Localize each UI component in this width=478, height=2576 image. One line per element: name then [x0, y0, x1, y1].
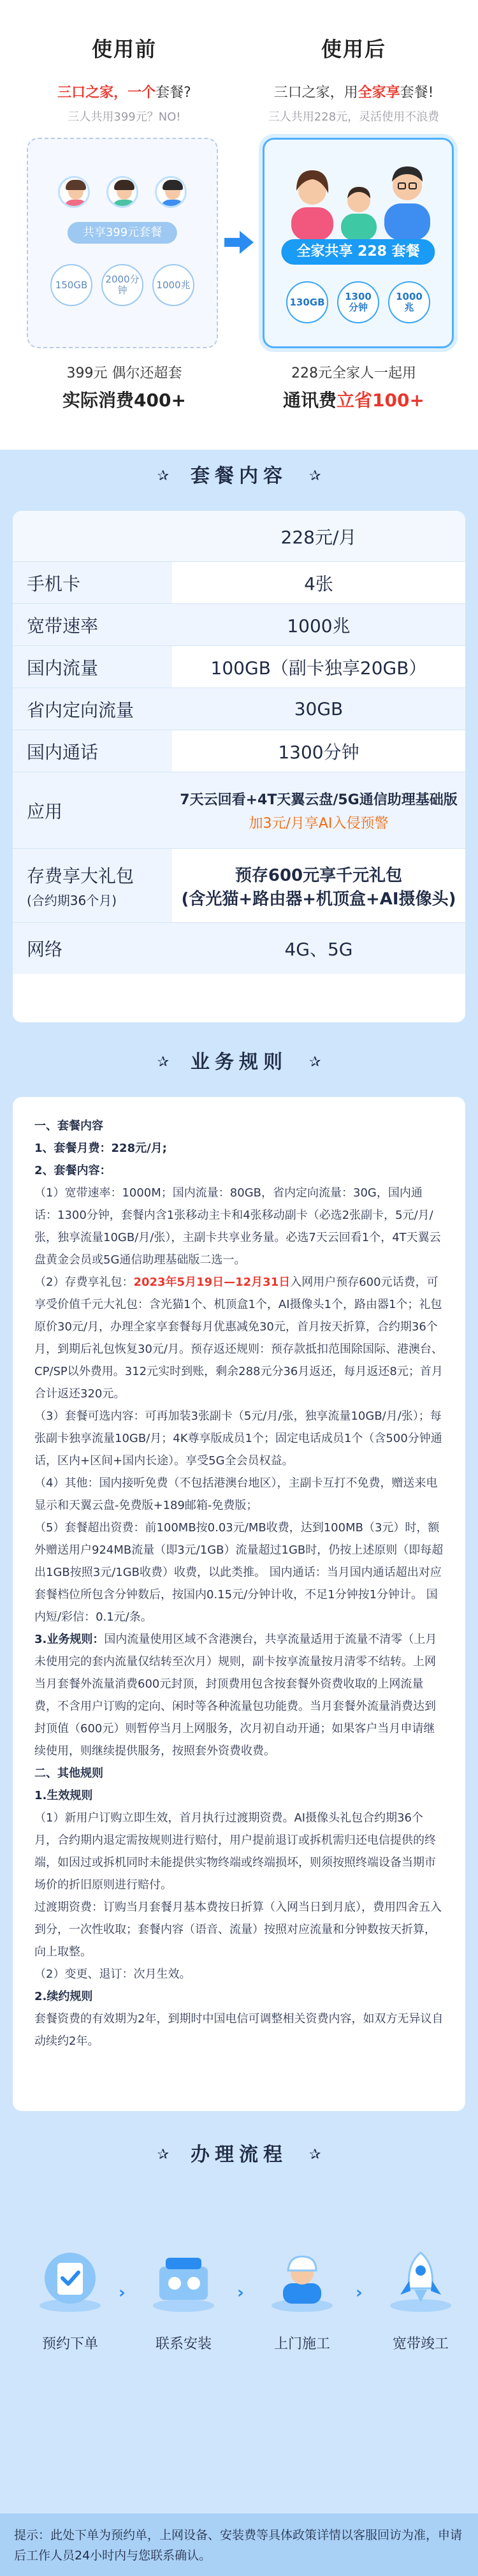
compare-section [0, 0, 478, 450]
rules-item-8: 过渡期资费：订购当月套餐月基本费按日折算（入网当日到月底），费用四舍五入到分，一次性收取；套餐内容（语音、流量）按照对应流量和分钟数按天折算，向上取整。 [34, 1901, 442, 1959]
before-title: 使用前 [91, 37, 157, 61]
plan-table [13, 511, 465, 1022]
rules-item-6a: 3.业务规则： [34, 1633, 105, 1646]
step-complete [376, 2245, 465, 2353]
step-onsite [257, 2245, 347, 2353]
rules-renew-heading: 2.续约规则 [34, 1990, 93, 2003]
avatar-man [155, 176, 187, 208]
rules-item-2b: 入网用户预存600元话费，可享受价值千元大礼包：含光猫1个、机顶盒1个，AI摄像头1个，路由器1个；礼包原价30元/月，办理全家享套餐每月优惠减免30元，首月按天折算，合约期36个月，到期后礼包恢复30元/月。预存返还规则：预存款抵扣范围除国际、港澳台、CP/SP以外费用。312元实时到账，剩余288元分36月返还，每月返还8元；首月合计返还320元。 [34, 1276, 443, 1401]
star-icon: ✰ [309, 468, 321, 484]
row-label: 省内定向流量 [13, 688, 172, 730]
before-sub-red-1: 三口之家， [57, 85, 128, 101]
row-value [172, 772, 465, 848]
after-sub-1: 三口之家，用 [273, 85, 358, 101]
table-row [13, 923, 465, 974]
after-box [263, 138, 454, 348]
chevron-right-icon: › [119, 2283, 126, 2302]
rules-item-3: （3）套餐可选内容：可再加装3张副卡（5元/月/张，独享流量10GB/月/张）；每张副卡独享流量10GB/月；4K尊享版成员1个；固定电话成员1个（含500分钟通话，区内+区间+国内长途）。享受5G全会员权益。 [34, 1409, 442, 1468]
before-avatars [28, 176, 217, 208]
app-extra: 加3元/月享AI入侵预警 [249, 815, 389, 832]
gift-label-sub: (合约期36个月) [27, 893, 117, 908]
after-circle-broadband: 1000兆 [388, 281, 430, 323]
row-value: 100GB（副卡独享20GB） [210, 657, 427, 679]
table-row [13, 688, 465, 730]
rules-fee: 1、套餐月费：228元/月; [34, 1142, 167, 1155]
before-circle-data: 150GB [50, 264, 92, 306]
after-circle-data: 130GB [286, 281, 328, 323]
chevron-right-icon: › [237, 2283, 244, 2302]
star-icon: ✰ [309, 2147, 321, 2163]
rules-item-6b: 国内流量使用区域不含港澳台，共享流量适用于流量不清零（上月未使用完的套内流量仅结转至次月）规则，副卡按享流量按月清零不结转。上网当月套餐外流量消费600元封顶，封顶费用包含按套餐外资费收取的上网流量费，不含用户订购的定向、闲时等各种流量包功能费。当月套餐外流量消费达到封顶值（600元）则暂停当月上网服务，次月初自动开通；如果客户当月申请继续使用，则继续提供服务，按照套外资费收费。 [34, 1633, 437, 1758]
rules-item-1: （1）宽带速率：1000M；国内流量：80GB，省内定向流量：30G，国内通话：1300分钟，套餐内含1张移动主卡和4张移动副卡（必选2张副卡，5元/月/张，独享流量10GB/月/张），主副卡共享业务量。必选7天云回看1个，4T天翼云盘黄金会员或5G通信助理基础版二选一。 [34, 1186, 441, 1267]
table-row [13, 730, 465, 772]
avatar-woman [58, 176, 90, 208]
row-value: 4G、5G [284, 939, 353, 960]
row-label: 国内通话 [13, 730, 172, 772]
before-sub-red-2: 一个 [127, 85, 156, 101]
rules-item-4: （4）其他：国内接听免费（不包括港澳台地区），主副卡互打不免费，赠送来电显示和天翼云盘-免费版+189邮箱-免费版； [34, 1476, 438, 1512]
rules-heading-2: 二、其他规则 [34, 1767, 103, 1780]
after-circles [264, 281, 452, 323]
tip-notice: 提示：此处下单为预约单，上网设备、安装费等具体政策详情以客服回访为准，申请后工作人员24小时内与您联系确认。 [0, 2513, 478, 2576]
row-label: 国内流量 [13, 646, 172, 688]
table-row [13, 604, 465, 646]
plan-price-row [13, 511, 465, 562]
after-price: 228元全家人一起用 [291, 365, 416, 381]
before-circle-minutes: 2000分钟 [101, 264, 143, 306]
rules-item-2 [34, 1271, 444, 1405]
rules-item-9: （2）变更、退订：次月生效。 [34, 1968, 191, 1981]
before-box [27, 138, 218, 348]
process-title-text: 办理流程 [191, 2144, 287, 2166]
gift-value-1: 预存600元享千元礼包 [235, 865, 403, 885]
rules-item-2a: （2）存费享礼包： [34, 1276, 134, 1289]
rules-item-5: （5）套餐超出资费：前100MB按0.03元/MB收费，达到100MB（3元）时，额外赠送用户924MB流量（即3元/1GB）流量超过1GB时，仍按上述原则（即每超出1GB按照3元/1GB收费）收费，以此类推。 国内通话：当月国内通话超出对应套餐档位所包含分钟数后，按国内0.15元/分钟计收，不足1分钟按1分钟计。 国内短/彩信：0.1元/条。 [34, 1521, 444, 1624]
chevron-right-icon: › [356, 2283, 363, 2302]
rules-section-title [0, 1046, 478, 1074]
before-plan-pill: 共享399元套餐 [68, 222, 177, 244]
before-sub-3: 套餐? [156, 85, 191, 101]
before-actual-cost: 实际消费400+ [62, 390, 186, 411]
table-row [13, 562, 465, 604]
after-note: 三人共用228元，灵活使用不浪费 [268, 110, 440, 124]
step-contact [139, 2245, 228, 2353]
row-label: 网络 [13, 923, 172, 974]
table-row [13, 646, 465, 688]
plan-section-title [0, 460, 478, 488]
contact-install-icon [145, 2245, 222, 2315]
after-saving-amount: 立省100+ [337, 390, 424, 411]
plan-title-text: 套餐内容 [191, 465, 287, 487]
rules-content: 2、套餐内容： [34, 1164, 112, 1177]
before-subtitle [10, 82, 239, 101]
after-saving-label: 通讯费 [283, 390, 337, 411]
after-plan-pill: 全家共享 228 套餐 [281, 239, 435, 265]
before-note: 三人共用399元？NO! [68, 110, 181, 124]
process-section-title [0, 2138, 478, 2167]
after-title: 使用后 [321, 37, 386, 61]
step-label: 联系安装 [155, 2336, 212, 2352]
rules-heading-1: 一、套餐内容 [34, 1119, 103, 1133]
gift-value-2: (含光猫+路由器+机顶盒+AI摄像头) [181, 889, 456, 909]
step-label: 上门施工 [273, 2336, 330, 2352]
after-subtitle [239, 82, 468, 101]
order-icon [32, 2245, 108, 2315]
row-label [13, 849, 172, 922]
step-label: 预约下单 [41, 2336, 98, 2352]
row-label: 手机卡 [13, 562, 172, 603]
onsite-worker-icon [264, 2245, 340, 2315]
row-value: 30GB [294, 698, 344, 719]
table-row [13, 849, 465, 923]
rules-item-6 [34, 1628, 444, 1762]
row-value [172, 849, 465, 922]
star-icon: ✰ [309, 1054, 321, 1070]
rocket-icon [382, 2245, 459, 2315]
arrow-right-icon [224, 230, 255, 255]
row-label: 宽带速率 [13, 604, 172, 645]
family-illustration-icon [284, 151, 437, 240]
plan-price-label [13, 511, 172, 561]
step-label: 宽带竣工 [392, 2336, 449, 2352]
star-icon: ✰ [157, 1054, 169, 1070]
after-sub-red: 全家享 [358, 85, 400, 101]
after-saving [239, 386, 468, 412]
rules-item-10: 套餐资费的有效期为2年，到期时中国电信可调整相关资费内容，如双方无异议自动续约2年。 [34, 2012, 444, 2048]
table-row [13, 772, 465, 849]
after-circle-minutes: 1300分钟 [337, 281, 379, 323]
rules-title-text: 业务规则 [191, 1051, 287, 1073]
step-order [25, 2245, 115, 2353]
before-circle-broadband: 1000兆 [152, 264, 194, 306]
row-value: 4张 [304, 573, 333, 594]
row-value: 1300分钟 [278, 741, 359, 763]
before-column [10, 0, 239, 124]
row-value: 1000兆 [287, 615, 351, 637]
after-column [239, 0, 468, 124]
star-icon: ✰ [157, 2147, 169, 2163]
rules-text [13, 1097, 465, 2072]
before-price: 399元 偶尔还超套 [66, 365, 182, 381]
gift-label: 存费享大礼包 [27, 865, 134, 887]
app-value: 7天云回看+4T天翼云盘/5G通信助理基础版 [180, 791, 458, 808]
after-sub-3: 套餐! [400, 85, 434, 101]
rules-effect-heading: 1.生效规则 [34, 1789, 93, 1802]
process-steps [0, 2245, 478, 2373]
row-label: 应用 [13, 772, 172, 848]
before-circles [28, 264, 217, 306]
rules-item-7: （1）新用户订购立即生效，首月执行过渡期资费。AI摄像头礼包合约期36个月，合约期内退定需按规则进行赔付，用户提前退订或拆机需归还电信提供的终端，如因过或拆机同时未能提供实物终端或终端损坏，则须按照终端设备当期市场价的折旧原则进行赔付。 [34, 1811, 436, 1892]
avatar-child [106, 176, 138, 208]
star-icon: ✰ [157, 468, 169, 484]
plan-price-value: 228元/月 [280, 526, 357, 548]
rules-card [13, 1097, 465, 2111]
rules-item-2-date: 2023年5月19日—12月31日 [133, 1276, 291, 1289]
